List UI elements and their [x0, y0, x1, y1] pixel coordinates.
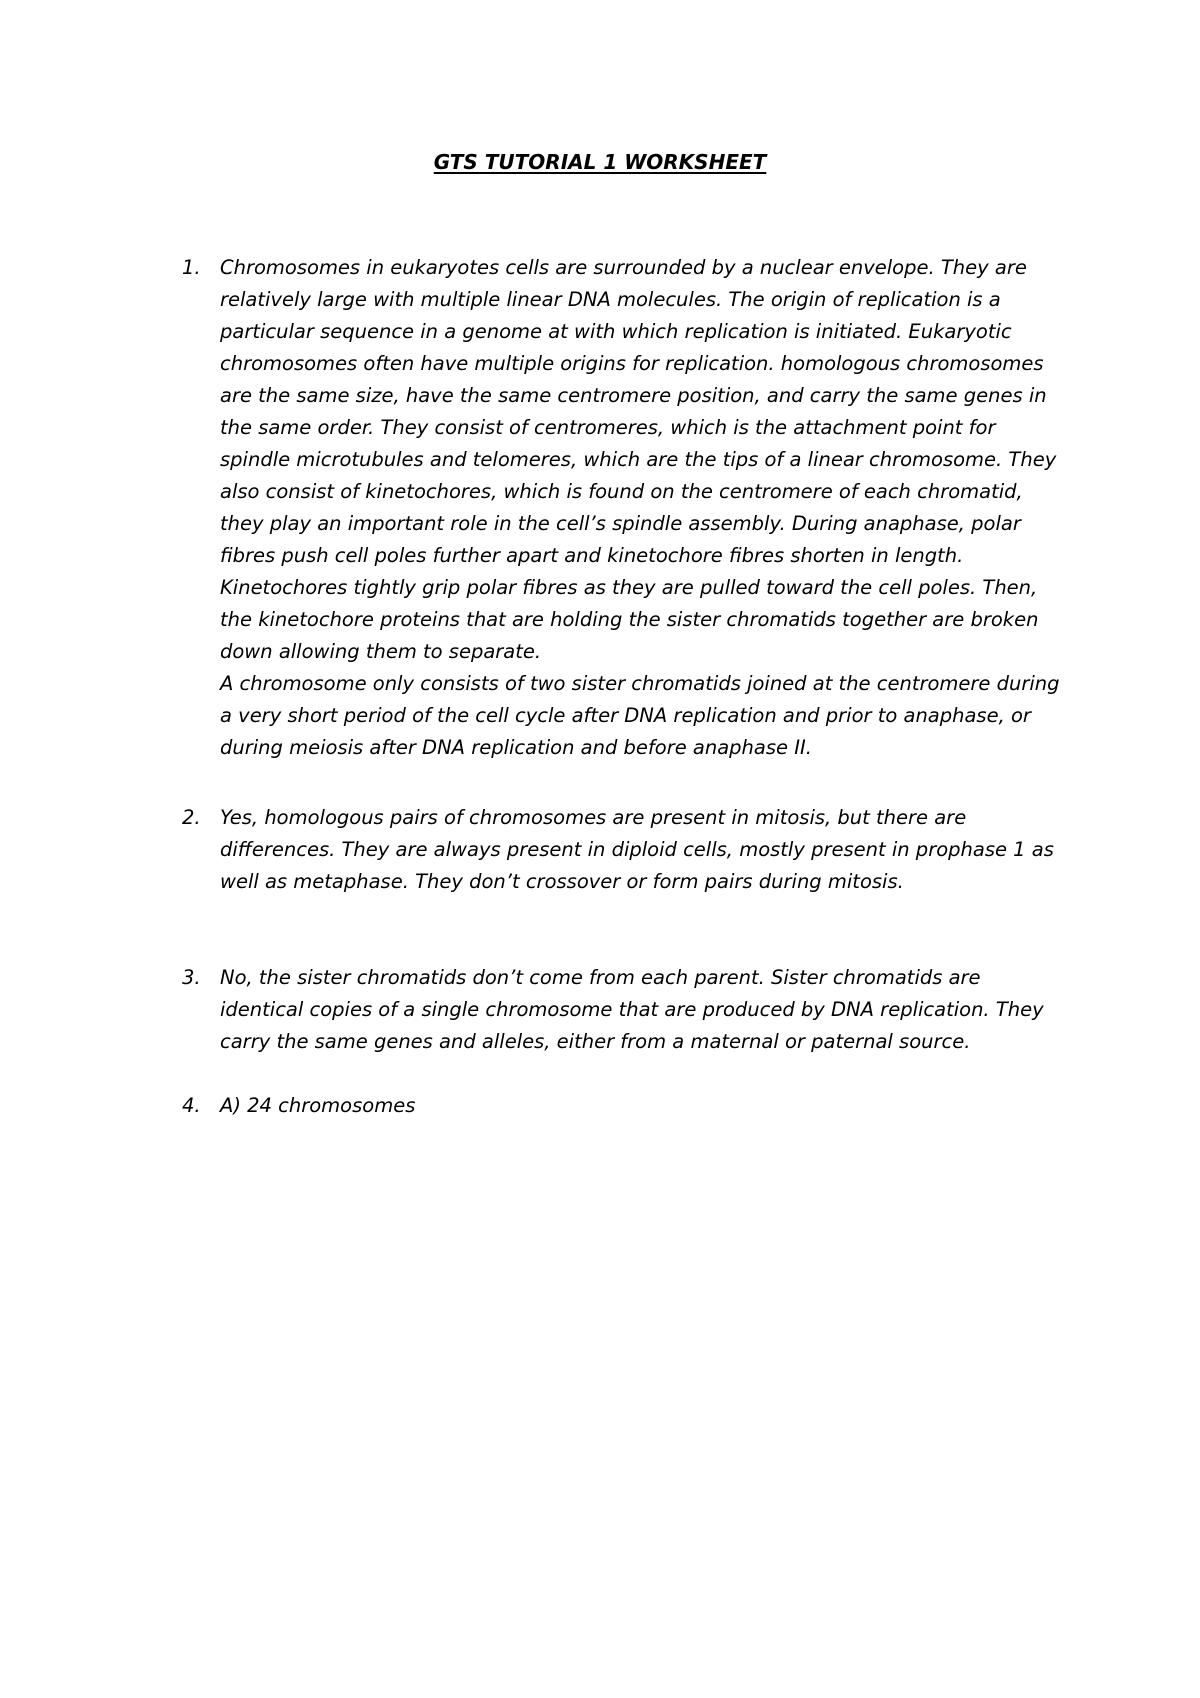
question-3	[182, 962, 1062, 1058]
answer-paragraph: Chromosomes in eukaryotes cells are surrounded by a nuclear envelope. They are relatively large with multiple linear DNA molecules. The origin of replication is a particular sequence in a genome at with which replication is initiated. Eukaryotic chromosomes often have multiple origins for replication. homologous chromosomes are the same size, have the same centromere position, and carry the same genes in the same order. They consist of centromeres, which is the attachment point for spindle microtubules and telomeres, which are the tips of a linear chromosome. They also consist of kinetochores, which is found on the centromere of each chromatid, they play an important role in the cell’s spindle assembly. During anaphase, polar fibres push cell poles further apart and kinetochore fibres shorten in length. Kinetochores tightly grip polar fibres as they are pulled toward the cell poles. Then, the kinetochore proteins that are holding the sister chromatids together are broken down allowing them to separate.	[220, 256, 1057, 663]
question-4	[182, 1090, 1062, 1122]
question-number: 3.	[182, 966, 201, 989]
question-number: 2.	[182, 806, 201, 829]
answer-paragraph: No, the sister chromatids don’t come from each parent. Sister chromatids are identical copies of a single chromosome that are produced by DNA replication. They carry the same genes and alleles, either from a maternal or paternal source.	[220, 966, 1044, 1053]
question-1	[182, 252, 1062, 764]
question-number: 4.	[182, 1094, 201, 1117]
question-number: 1.	[182, 256, 201, 279]
question-2	[182, 802, 1062, 898]
answer-text	[220, 1090, 1062, 1122]
answer-paragraph: Yes, homologous pairs of chromosomes are present in mitosis, but there are differences. They are always present in diploid cells, mostly present in prophase 1 as well as metaphase. They don’t crossover or form pairs during mitosis.	[220, 806, 1054, 893]
answer-paragraph: A) 24 chromosomes	[220, 1094, 416, 1117]
answer-text	[220, 962, 1062, 1058]
answer-text	[220, 252, 1062, 764]
answer-text	[220, 802, 1062, 898]
answer-paragraph: A chromosome only consists of two sister chromatids joined at the centromere during a very short period of the cell cycle after DNA replication and prior to anaphase, or during meiosis after DNA replication and before anaphase II.	[220, 672, 1060, 759]
worksheet-title: GTS TUTORIAL 1 WORKSHEET	[433, 150, 767, 174]
